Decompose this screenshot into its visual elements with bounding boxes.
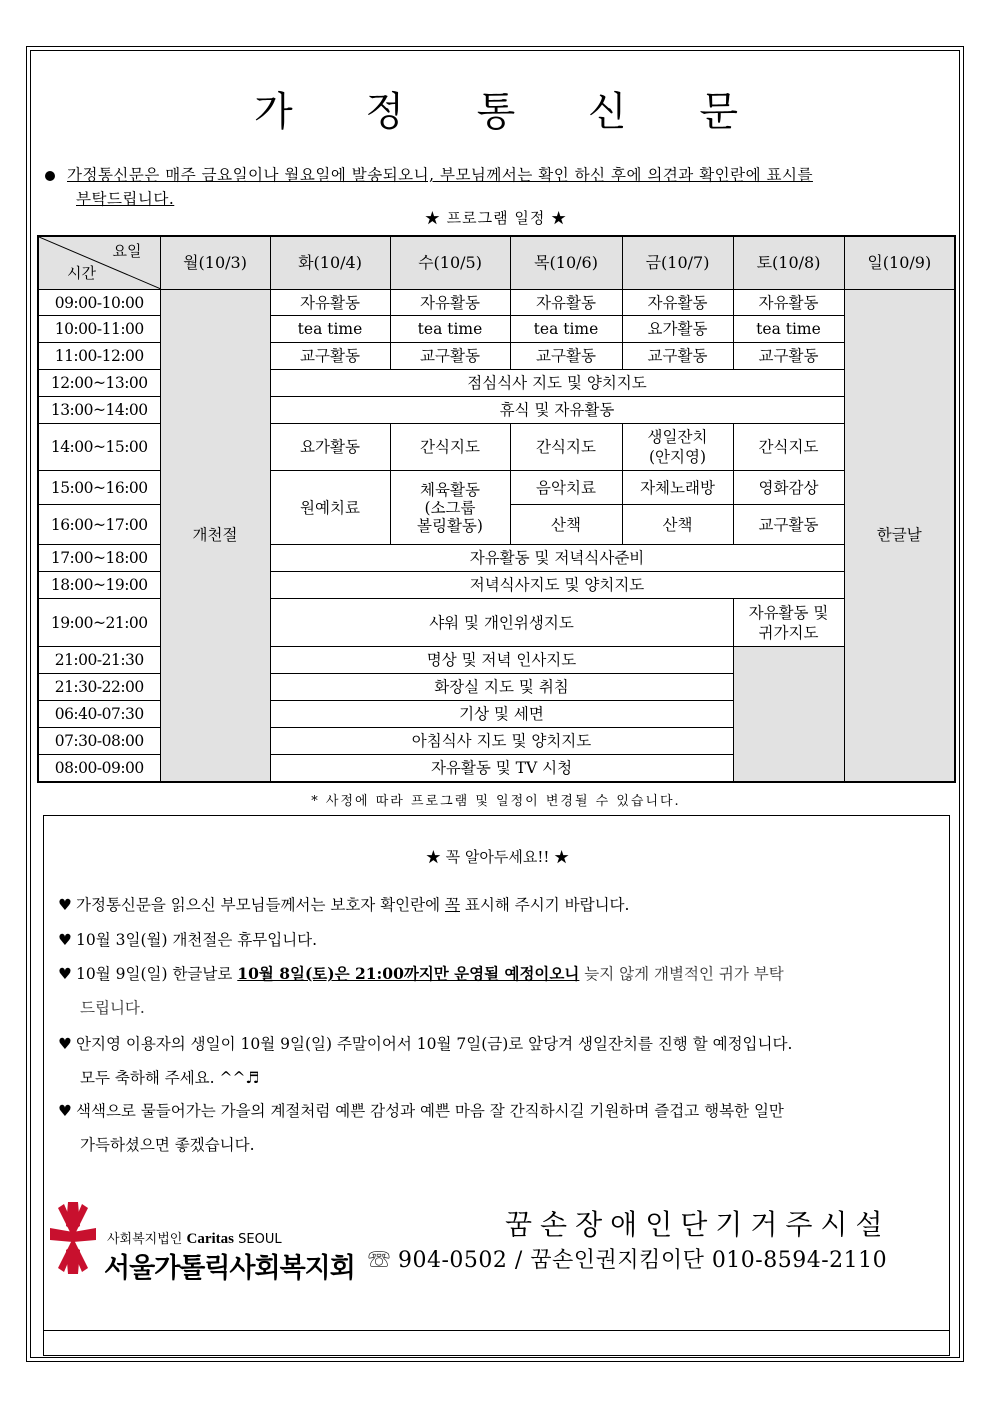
- schedule-cell: 아침식사 지도 및 양치지도: [270, 728, 733, 755]
- note-text: 가득하셨으면 좋겠습니다.: [80, 1136, 255, 1154]
- schedule-cell: 교구활동: [510, 343, 622, 370]
- monday-holiday-cell: 개천절: [160, 290, 270, 782]
- schedule-cell: tea time: [510, 316, 622, 343]
- time-cell: 21:00-21:30: [38, 647, 160, 674]
- schedule-cell: 교구활동: [733, 343, 844, 370]
- schedule-cell: 샤워 및 개인위생지도: [270, 599, 733, 647]
- time-cell: 12:00~13:00: [38, 370, 160, 397]
- day-header: 월(10/3): [160, 236, 270, 290]
- schedule-cell: 원예치료: [270, 471, 390, 545]
- note-text: 10월 3일(월) 개천절은 휴무입니다.: [76, 931, 318, 949]
- schedule-cell: 자체노래방: [622, 471, 733, 505]
- logo-org-name: 서울가톨릭사회복지회: [104, 1253, 355, 1284]
- heart-icon: ♥: [58, 965, 72, 983]
- schedule-cell: 교구활동: [733, 505, 844, 545]
- time-cell: 07:30-08:00: [38, 728, 160, 755]
- day-header: 토(10/8): [733, 236, 844, 290]
- schedule-cell: 음악치료: [510, 471, 622, 505]
- saturday-empty-cell: [733, 647, 844, 782]
- schedule-cell: 교구활동: [270, 343, 390, 370]
- bottom-separator: [44, 1330, 949, 1331]
- time-cell: 18:00~19:00: [38, 572, 160, 599]
- notes-title: ★ 꼭 알아두세요!! ★: [425, 848, 570, 866]
- schedule-cell: tea time: [733, 316, 844, 343]
- note-emphasis: 꼭: [445, 896, 460, 914]
- schedule-footnote: * 사정에 따라 프로그램 및 일정이 변경될 수 있습니다.: [311, 794, 681, 809]
- time-cell: 21:30-22:00: [38, 674, 160, 701]
- corner-day-label: 요일: [112, 242, 142, 260]
- heart-icon: ♥: [58, 1035, 72, 1053]
- time-cell: 17:00~18:00: [38, 545, 160, 572]
- schedule-cell: 자유활동: [270, 290, 390, 316]
- note-1: [58, 888, 928, 922]
- schedule-cell: 휴식 및 자유활동: [270, 397, 844, 424]
- schedule-cell: 교구활동: [390, 343, 510, 370]
- schedule-cell: 화장실 지도 및 취침: [270, 674, 733, 701]
- time-cell: 11:00-12:00: [38, 343, 160, 370]
- note-2: [58, 923, 928, 957]
- logo-brand: Caritas: [186, 1231, 234, 1247]
- notice-line-1: 가정통신문은 매주 금요일이나 월요일에 발송되오니, 부모님께서는 확인 하신 후에 의견과 확인란에 표시를: [67, 166, 813, 184]
- page-title: 가 정 통 신 문: [253, 89, 769, 135]
- schedule-cell: 자유활동: [510, 290, 622, 316]
- note-text: 표시해 주시기 바랍니다.: [460, 896, 630, 914]
- schedule-cell: 자유활동: [622, 290, 733, 316]
- schedule-cell: 요가활동: [270, 424, 390, 471]
- schedule-cell: 요가활동: [622, 316, 733, 343]
- facility-name: 꿈손장애인단기거주시설: [505, 1208, 891, 1241]
- schedule-cell: 기상 및 세면: [270, 701, 733, 728]
- bullet-icon: [45, 171, 55, 181]
- contact-info: ☏ 904-0502 / 꿈손인권지킴이단 010-8594-2110: [368, 1248, 888, 1273]
- time-cell: 08:00-09:00: [38, 755, 160, 782]
- schedule-cell: 저녁식사지도 및 양치지도: [270, 572, 844, 599]
- notice-line-2: 부탁드립니다.: [76, 190, 175, 208]
- schedule-cell: 자유활동: [733, 290, 844, 316]
- note-5: [58, 1094, 928, 1162]
- note-3: [58, 957, 928, 1025]
- schedule-cell: 자유활동 및 TV 시청: [270, 755, 733, 782]
- schedule-cell: 명상 및 저녁 인사지도: [270, 647, 733, 674]
- note-emphasis: 10월 8일(토)은 21:00까지만 운영될 예정이오니: [237, 964, 580, 983]
- time-cell: 06:40-07:30: [38, 701, 160, 728]
- schedule-cell: 점심식사 지도 및 양치지도: [270, 370, 844, 397]
- time-cell: 19:00~21:00: [38, 599, 160, 647]
- day-header: 수(10/5): [390, 236, 510, 290]
- day-header: 일(10/9): [844, 236, 955, 290]
- schedule-cell: 영화감상: [733, 471, 844, 505]
- schedule-cell: 간식지도: [390, 424, 510, 471]
- schedule-cell: 교구활동: [622, 343, 733, 370]
- schedule-cell: 자유활동: [390, 290, 510, 316]
- schedule-cell: 간식지도: [733, 424, 844, 471]
- time-cell: 10:00-11:00: [38, 316, 160, 343]
- logo-small-text: 사회복지법인: [107, 1232, 183, 1247]
- diagonal-line: [39, 237, 161, 289]
- schedule-cell: 산책: [510, 505, 622, 545]
- schedule-cell: tea time: [390, 316, 510, 343]
- heart-icon: ♥: [58, 896, 72, 914]
- time-cell: 16:00~17:00: [38, 505, 160, 545]
- day-header: 목(10/6): [510, 236, 622, 290]
- schedule-cell: 체육활동 (소그룹 볼링활동): [390, 471, 510, 545]
- day-header: 금(10/7): [622, 236, 733, 290]
- time-cell: 14:00~15:00: [38, 424, 160, 471]
- schedule-cell: 산책: [622, 505, 733, 545]
- schedule-table: [37, 235, 956, 783]
- notice: [45, 163, 925, 211]
- time-cell: 09:00-10:00: [38, 290, 160, 316]
- table-row: [38, 290, 955, 316]
- logo-subtitle: [107, 1228, 282, 1248]
- note-text: 모두 축하해 주세요. ^^♬: [80, 1069, 260, 1087]
- schedule-cell: 자유활동 및 귀가지도: [733, 599, 844, 647]
- note-text: 늦지 않게 개별적인 귀가 부탁: [579, 965, 784, 983]
- table-header-row: [38, 236, 955, 290]
- sunday-holiday-cell: 한글날: [844, 290, 955, 782]
- schedule-title: ★ 프로그램 일정 ★: [424, 209, 568, 227]
- day-header: 화(10/4): [270, 236, 390, 290]
- heart-icon: ♥: [58, 1102, 72, 1120]
- schedule-cell: 간식지도: [510, 424, 622, 471]
- note-text: 10월 9일(일) 한글날로: [76, 965, 238, 983]
- note-text: 색색으로 물들어가는 가을의 계절처럼 예쁜 감성과 예쁜 마음 잘 간직하시길 기원하며 즐겁고 행복한 일만: [76, 1102, 784, 1120]
- schedule-cell: tea time: [270, 316, 390, 343]
- schedule-cell: 생일잔치 (안지영): [622, 424, 733, 471]
- note-text: 가정통신문을 읽으신 부모님들께서는 보호자 확인란에: [76, 896, 446, 914]
- logo-city: SEOUL: [238, 1232, 282, 1247]
- schedule-cell: 자유활동 및 저녁식사준비: [270, 545, 844, 572]
- note-4: [58, 1027, 928, 1095]
- corner-cell: [38, 236, 160, 290]
- time-cell: 15:00~16:00: [38, 471, 160, 505]
- note-text: 드립니다.: [80, 999, 145, 1017]
- time-cell: 13:00~14:00: [38, 397, 160, 424]
- heart-icon: ♥: [58, 931, 72, 949]
- note-text: 안지영 이용자의 생일이 10월 9일(일) 주말이어서 10월 7일(금)로 앞당겨 생일잔치를 진행 할 예정입니다.: [76, 1035, 793, 1053]
- corner-time-label: 시간: [67, 264, 96, 282]
